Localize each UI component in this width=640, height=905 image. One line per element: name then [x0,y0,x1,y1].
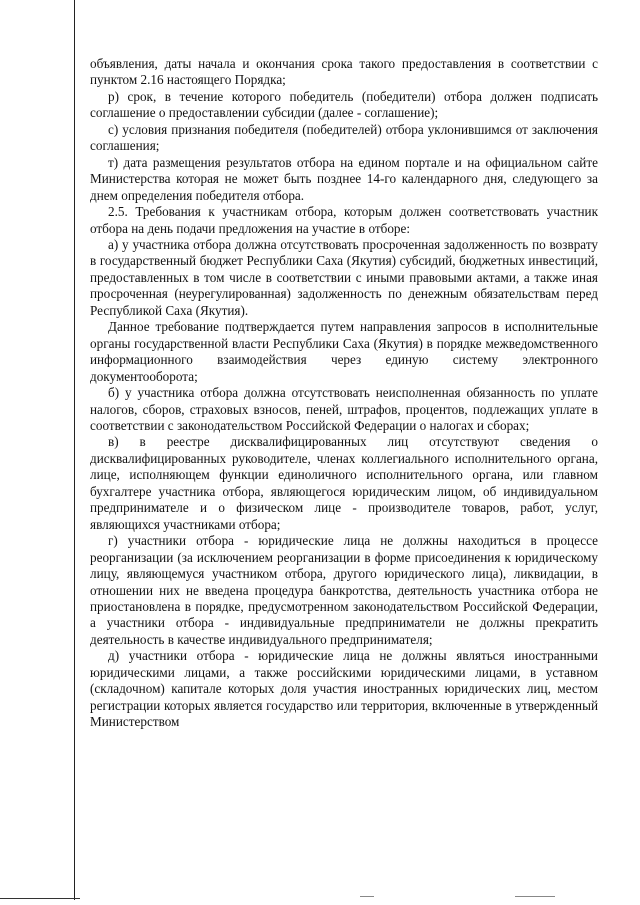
bottom-rule [0,898,80,899]
paragraph-item-g: г) участники отбора - юридические лица не должны находиться в процессе реорганизации (за исключением реорганизации в форме присоединения к юридическому лицу, являющемуся участником отбора, другого юридического лица), ликвидации, в отношении них не введена процедура банкротства, деятельность участника отбора не приостановлена в порядке, предусмотренном законодательством Российской Федерации, а участники отбора - индивидуальные предприниматели не должны прекратить деятельность в качестве индивидуального предпринимателя; [90,533,598,647]
margin-rule [74,0,75,900]
paragraph-item-s: с) условия признания победителя (победителей) отбора уклонившимся от заключения соглашения; [90,121,598,154]
paragraph-item-v: в) в реестре дисквалифицированных лиц отсутствуют сведения о дисквалифицированных руководителе, членах коллегиального исполнительного органа, лице, исполняющем функции единоличного исполнительного органа, или главном бухгалтере участника отбора, являющегося юридическим лицом, об индивидуальном предпринимателе и о физическом лице - производителе товаров, работ, услуг, являющихся участниками отбора; [90,434,598,532]
paragraph-item-r: р) срок, в течение которого победитель (победители) отбора должен подписать соглашение о предоставлении субсидии (далее - соглашение); [90,88,598,121]
scan-artifact [360,896,374,897]
paragraph-item-a: а) у участника отбора должна отсутствовать просроченная задолженность по возврату в государственный бюджет Республики Саха (Якутия) субсидий, бюджетных инвестиций, предоставленных в том числе в соответствии с иными правовыми актами, а также иная просроченная (неурегулированная) задолженность по денежным обязательствам перед Республикой Саха (Якутия). [90,236,598,318]
paragraph-continuation: объявления, даты начала и окончания срока такого предоставления в соответствии с пунктом 2.16 настоящего Порядка; [90,56,598,88]
scan-artifact [515,896,555,897]
paragraph-confirmation: Данное требование подтверждается путем направления запросов в исполнительные органы государственной власти Республики Саха (Якутия) в порядке межведомственного информационного взаимодействия через единую систему электронного документооборота; [90,319,598,384]
document-body [90,56,598,731]
paragraph-item-t: т) дата размещения результатов отбора на едином портале и на официальном сайте Министерства которая не может быть позднее 14-го календарного дня, следующего за днем определения победителя отбора. [90,154,598,203]
paragraph-item-d: д) участники отбора - юридические лица не должны являться иностранными юридическими лицами, а также российскими юридическими лицами, в уставном (складочном) капитале которых доля участия иностранных юридических лиц, местом регистрации которых является государство или территория, включенные в утвержденный Министерством [90,648,598,730]
paragraph-item-b: б) у участника отбора должна отсутствовать неисполненная обязанность по уплате налогов, сборов, страховых взносов, пеней, штрафов, процентов, подлежащих уплате в соответствии с законодательством Российской Федерации о налогах и сборах; [90,385,598,433]
paragraph-section-2-5: 2.5. Требования к участникам отбора, которым должен соответствовать участник отбора на день подачи предложения на участие в отборе: [90,204,598,236]
